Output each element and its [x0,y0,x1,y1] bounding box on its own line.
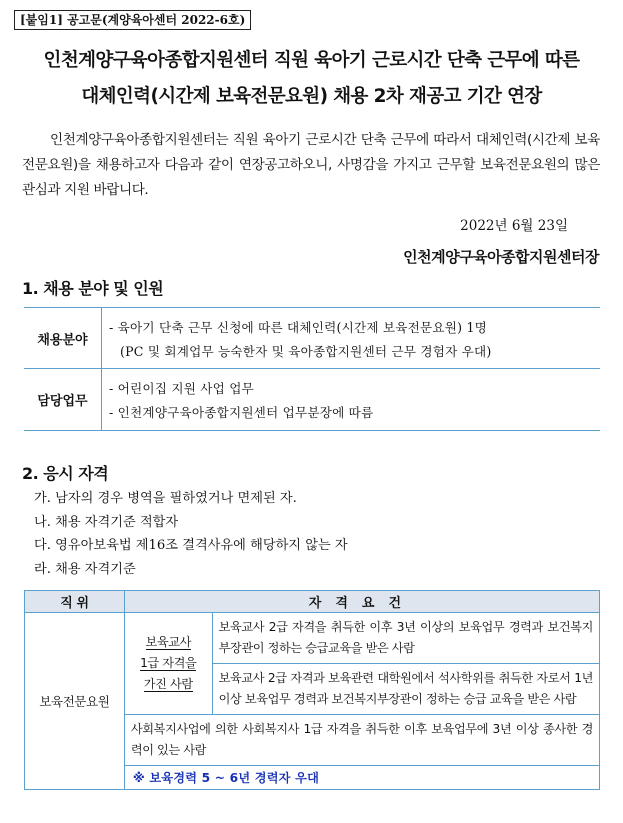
sub-label-line: 보육교사 [145,635,191,649]
requirement-cell: 사회복지사업에 의한 사회복지사 1급 자격을 취득한 이후 보육업무에 3년 이상 종사한 경력이 있는 사람 [124,715,599,766]
sub-label-line: 가진 사람 [143,677,193,691]
duty-row [24,369,600,430]
recruitment-field-line: (PC 및 회계업무 능숙한자 및 육아종합지원센터 근무 경험자 우대) [120,344,492,359]
duty-line: - 인천계양구육아종합지원센터 업무분장에 따름 [109,405,374,420]
attachment-tag: [붙임1] 공고문(계양육아센터 2022-6호) [14,10,251,30]
qualification-item: 나. 채용 자격기준 적합자 [34,514,179,530]
position-header: 직 위 [25,591,125,613]
requirements-header: 자격요건 [124,591,599,613]
requirement-cell: 보육교사 2급 자격과 보육관련 대학원에서 석사학위를 취득한 자로서 1년 이상 보육업무 경력과 보건복지부장관이 정하는 승급 교육을 받은 사람 [212,664,599,715]
qualification-item: 가. 남자의 경우 병역을 필하였거나 면제된 자. [34,491,297,506]
recruitment-field-line: - 육아기 단축 근무 신청에 따른 대체인력(시간제 보육전문요원) 1명 [109,320,488,335]
duty-line: - 어린이집 지원 사업 업무 [109,381,254,396]
recruitment-field-label: 채용분야 [24,308,102,368]
preference-note: ※ 보육경력 5 ~ 6년 경력자 우대 [124,766,599,790]
recruitment-table [24,307,600,431]
section-2-heading: 2. 응시 자격 [22,464,109,483]
organization-signature: 인천계양구육아종합지원센터장 [403,248,599,266]
duty-label: 담당업무 [24,369,102,430]
announcement-date: 2022년 6월 23일 [460,218,568,234]
requirement-cell: 보육교사 2급 자격을 취득한 이후 3년 이상의 보육업무 경력과 보건복지부장관이 정하는 승급교육을 받은 사람 [212,613,599,664]
qualification-list [34,487,348,581]
title-line-1: 인천계양구육아종합지원센터 직원 육아기 근로시간 단축 근무에 따른 [43,50,580,71]
intro-paragraph: 인천계양구육아종합지원센터는 직원 육아기 근로시간 단축 근무에 따라서 대체인력(시간제 보육전문요원)을 채용하고자 다음과 같이 연장공고하오니, 사명감을 가지고 근무할 보육전문요원의 많은 관심과 지원 바랍니다. [22,132,600,198]
position-cell: 보육전문요원 [25,613,125,790]
qualification-item: 다. 영유아보육법 제16조 결격사유에 해당하지 않는 자 [34,538,348,553]
recruitment-row [24,308,600,369]
teacher-qualification-cell [124,613,212,715]
sub-label-line: 1급 자격을 [140,656,197,670]
section-1-heading: 1. 채용 분야 및 인원 [22,279,164,298]
qualification-item: 라. 채용 자격기준 [34,561,136,577]
qualification-table [24,590,600,790]
title-line-2: 대체인력(시간제 보육전문요원) 채용 2차 재공고 기간 연장 [81,86,542,107]
